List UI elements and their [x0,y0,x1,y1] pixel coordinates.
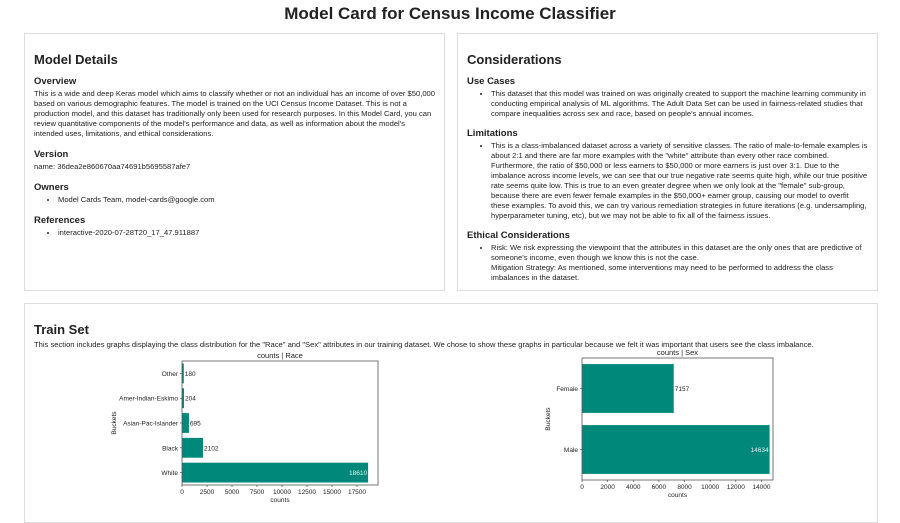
ethical-item [491,243,868,283]
x-tick-label: 2500 [199,489,215,496]
category-label: White [161,470,178,478]
train-set-description: This section includes graphs displaying the class distribution for the "Race" and "Sex" attributes in our training dataset. We chose to show these graphs in particular because we felt it was important that users see the class imbalance. [34,340,814,349]
considerations-heading: Considerations [467,52,562,67]
overview-heading: Overview [34,76,77,87]
bar [182,438,203,458]
overview-text: This is a wide and deep Keras model which aims to classify whether or not an individual has an income of over $50,000 based on various demographic features. The model is trained on the UCI Census Income Dataset. This is not a production model, and this dataset has traditionally only been used for research purposes. In this Model Card, you can review quantitative components of the model's performance and data, as well as information about the model's intended uses, limitations, and ethical considerations. [34,89,436,138]
category-label: Female [556,386,578,393]
x-axis-label: counts [667,492,688,499]
data-label: 7157 [674,386,690,393]
x-tick-label: 12500 [297,489,317,496]
x-tick-label: 10000 [701,484,720,491]
risk-text: Risk: We risk expressing the viewpoint that the attributes in this dataset are the only ones that are predictive of someone's income, even though we know this is not the case. [491,243,862,262]
x-tick-label: 7500 [249,489,265,496]
x-tick-label: 6000 [651,484,667,491]
data-label: 204 [185,395,196,403]
x-tick-label: 0 [180,489,184,496]
category-label: Other [161,370,178,378]
x-tick-label: 14000 [752,484,771,491]
category-label: Black [162,445,178,453]
data-label: 14634 [750,447,769,454]
x-tick-label: 15000 [322,489,342,496]
owner-item: • Model Cards Team, model-cards@google.com [58,195,435,205]
limitation-item: • This is a class-imbalanced dataset across a variety of sensitive classes. The ratio of male-to-female examples is about 2:1 and there are far more examples with the "white" attribute than every other race combined. Furthermore, the ratio of $50,000 or less earners to $50,000 or more earners is just over 3:1. Due to the imbalance across income levels, we can see that our true negative rate seems quite high, while our true positive rate seems quite low. This is true to an even greater degree when we only look at the "female" sub-group, because there are even fewer female examples in the $50,000+ earner group, causing our model to overfit these examples. To avoid this, we can try various remediation strategies in future iterations (e.g. undersampling, hyperparameter tuning, etc), but we may not be able to fix all of the fairness issues. [491,141,868,221]
data-label: 2102 [204,445,219,453]
use-cases-heading: Use Cases [467,76,516,87]
y-axis-label: Buckets [111,411,118,435]
x-tick-label: 8000 [677,484,692,491]
x-tick-label: 4000 [626,484,641,491]
train-set-heading: Train Set [34,322,89,337]
bar [582,425,770,474]
bar [182,463,368,483]
model-details-heading: Model Details [34,52,118,67]
references-heading: References [34,215,86,226]
version-heading: Version [34,149,69,160]
considerations-card [457,33,878,291]
x-axis-label: counts [270,497,290,504]
data-label: 18610 [349,470,368,478]
sex-chart [540,350,840,510]
category-label: Male [563,447,578,454]
reference-item: • interactive-2020-07-28T20_17_47.911887 [58,228,435,238]
chart-title: counts | Race [257,351,303,360]
use-case-item: • This dataset that this model was trained on was originally created to support the machine learning community in conducting empirical analysis of ML algorithms. The Adult Data Set can be used in fairness-related studies that compare inequalities across sex and race, based on people's annual incomes. [491,89,868,119]
x-tick-label: 0 [580,484,584,491]
x-tick-label: 5000 [224,489,240,496]
category-label: Amer-Indian-Eskimo [119,395,178,403]
version-text: name: 36dea2e860670aa74691b5695587afe7 [34,162,191,171]
x-tick-label: 2000 [600,484,615,491]
bar [582,364,674,413]
data-label: 180 [184,370,196,378]
x-tick-label: 10000 [272,489,292,496]
train-set-card [24,303,878,523]
owners-heading: Owners [34,182,69,193]
data-label: 695 [189,420,201,428]
x-tick-label: 17500 [347,489,367,496]
race-chart [105,350,405,510]
page-title: Model Card for Census Income Classifier [284,4,616,23]
ethical-heading: Ethical Considerations [467,230,570,241]
mitigation-text: Mitigation Strategy: As mentioned, some interventions may need to be performed to address the class imbalances in the dataset. [491,263,833,282]
limitations-heading: Limitations [467,128,518,139]
category-label: Asian-Pac-Islander [123,420,178,428]
y-axis-label: Buckets [545,407,552,431]
model-details-card [24,33,445,291]
bar [182,413,189,433]
x-tick-label: 12000 [726,484,745,491]
chart-title: counts | Sex [656,350,699,357]
